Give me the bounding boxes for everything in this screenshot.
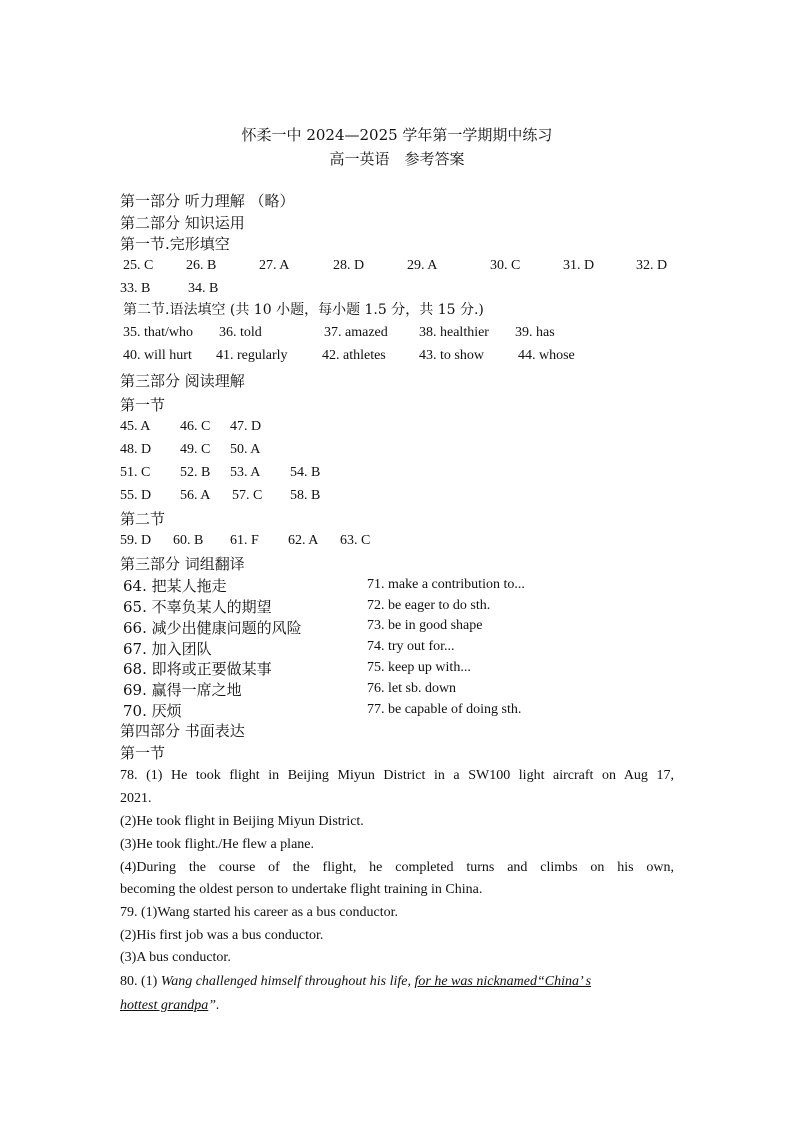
phrase-64: 64. 把某人拖走	[123, 577, 227, 595]
answer-55: 55. D	[120, 488, 152, 503]
answer-46: 46. C	[180, 419, 211, 434]
answer-60: 60. B	[173, 533, 204, 548]
answer-53: 53. A	[230, 465, 261, 480]
answer-79-2: (2)His first job was a bus conductor.	[120, 928, 324, 943]
part2-section1-heading: 第一节.完形填空	[120, 235, 230, 253]
part2-section2-heading: 第二节.语法填空 (共 10 小题，每小题 1.5 分，共 15 分.)	[123, 302, 484, 318]
phrase-77: 77. be capable of doing sth.	[367, 702, 522, 717]
answer-51: 51. C	[120, 465, 151, 480]
answer-80-prefix: 80. (1)	[120, 974, 161, 989]
answer-35: 35. that/who	[123, 325, 193, 340]
answer-57: 57. C	[232, 488, 263, 503]
answer-27: 27. A	[259, 258, 290, 273]
phrase-74: 74. try out for...	[367, 639, 455, 654]
answer-78-2: (2)He took flight in Beijing Miyun District.	[120, 814, 364, 829]
answer-36: 36. told	[219, 325, 262, 340]
phrase-75: 75. keep up with...	[367, 660, 471, 675]
phrase-71: 71. make a contribution to...	[367, 577, 525, 592]
part3-section1-heading: 第一节	[120, 396, 166, 414]
answer-61: 61. F	[230, 533, 259, 548]
part3b-heading: 第三部分 词组翻译	[120, 555, 245, 573]
answer-80-underlined-2: hottest grandpa	[120, 998, 209, 1013]
phrase-68: 68. 即将或正要做某事	[123, 660, 272, 678]
answer-26: 26. B	[186, 258, 217, 273]
answer-37: 37. amazed	[324, 325, 388, 340]
answer-63: 63. C	[340, 533, 371, 548]
page-subtitle: 高一英语 参考答案	[329, 150, 465, 168]
answer-79-3: (3)A bus conductor.	[120, 950, 231, 965]
answer-49: 49. C	[180, 442, 211, 457]
answer-34: 34. B	[188, 281, 219, 296]
part4-section1-heading: 第一节	[120, 744, 166, 762]
answer-44: 44. whose	[518, 348, 575, 363]
answer-42: 42. athletes	[322, 348, 386, 363]
answer-79-1: 79. (1)Wang started his career as a bus conductor.	[120, 905, 398, 920]
phrase-69: 69. 赢得一席之地	[123, 681, 242, 699]
answer-39: 39. has	[515, 325, 555, 340]
phrase-70: 70. 厌烦	[123, 702, 182, 720]
answer-62: 62. A	[288, 533, 319, 548]
answer-80-italic: Wang challenged himself throughout his life,	[160, 974, 415, 989]
answer-25: 25. C	[123, 258, 154, 273]
part4-heading: 第四部分 书面表达	[120, 722, 245, 740]
answer-29: 29. A	[407, 258, 438, 273]
answer-80-underlined-1: for he was nicknamed“China’ s	[414, 974, 592, 989]
answer-32: 32. D	[636, 258, 668, 273]
answer-47: 47. D	[230, 419, 262, 434]
answer-58: 58. B	[290, 488, 321, 503]
answer-31: 31. D	[563, 258, 595, 273]
phrase-72: 72. be eager to do sth.	[367, 598, 491, 613]
answer-50: 50. A	[230, 442, 261, 457]
answer-80-line1	[120, 974, 591, 990]
answer-38: 38. healthier	[419, 325, 489, 340]
part3-section2-heading: 第二节	[120, 510, 166, 528]
answer-78-1-line2: 2021.	[120, 791, 152, 806]
answer-40: 40. will hurt	[123, 348, 192, 363]
answer-28: 28. D	[333, 258, 365, 273]
part1-heading: 第一部分 听力理解 （略）	[120, 192, 295, 210]
answer-33: 33. B	[120, 281, 151, 296]
part2-heading: 第二部分 知识运用	[120, 214, 245, 232]
answer-43: 43. to show	[419, 348, 484, 363]
page-title: 怀柔一中 2024—2025 学年第一学期期中练习	[241, 126, 553, 144]
answer-54: 54. B	[290, 465, 321, 480]
answer-52: 52. B	[180, 465, 211, 480]
answer-80-end: ”.	[208, 998, 220, 1013]
answer-80-line2	[120, 998, 220, 1014]
answer-45: 45. A	[120, 419, 151, 434]
phrase-65: 65. 不辜负某人的期望	[123, 598, 272, 616]
answer-30: 30. C	[490, 258, 521, 273]
phrase-76: 76. let sb. down	[367, 681, 457, 696]
answer-56: 56. A	[180, 488, 211, 503]
answer-78-4-line1: (4)During the course of the flight, he completed turns and climbs on his own,	[120, 860, 674, 875]
phrase-66: 66. 减少出健康问题的风险	[123, 619, 302, 637]
answer-78-4-line2: becoming the oldest person to undertake flight training in China.	[120, 882, 483, 897]
phrase-67: 67. 加入团队	[123, 640, 212, 658]
answer-78-1-line1: 78. (1) He took flight in Beijing Miyun District in a SW100 light aircraft on Aug 17,	[120, 768, 674, 783]
phrase-73: 73. be in good shape	[367, 618, 483, 633]
answer-48: 48. D	[120, 442, 152, 457]
part3-heading: 第三部分 阅读理解	[120, 372, 245, 390]
answer-78-3: (3)He took flight./He flew a plane.	[120, 837, 314, 852]
answer-41: 41. regularly	[216, 348, 288, 363]
answer-59: 59. D	[120, 533, 152, 548]
